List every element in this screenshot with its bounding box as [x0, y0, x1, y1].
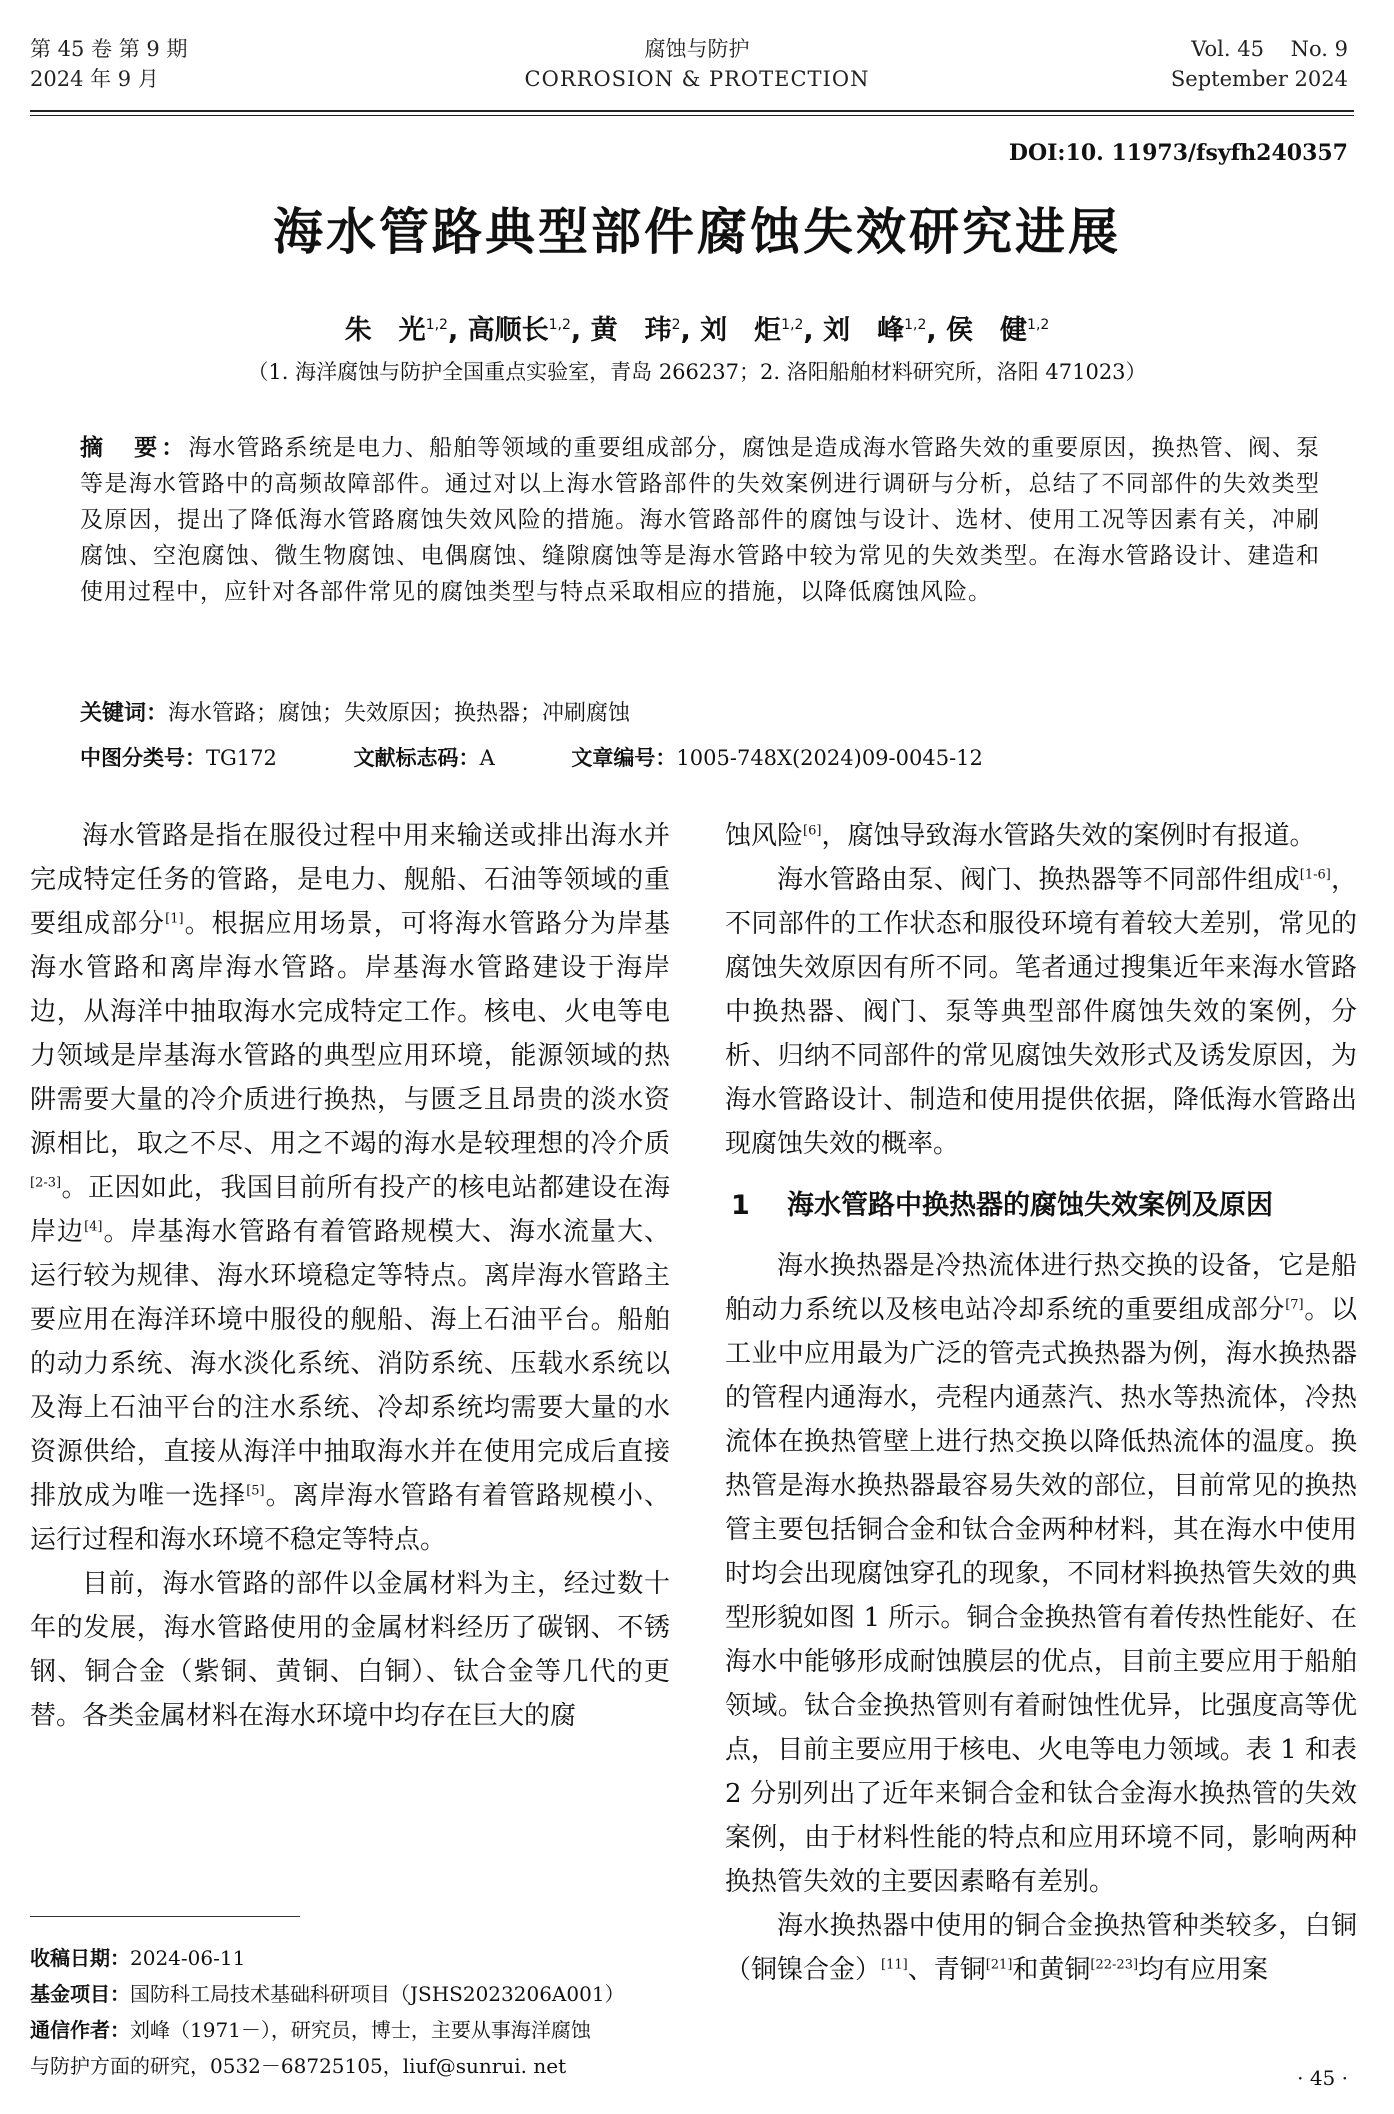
corresponding-author: 通信作者：刘峰（1971－），研究员，博士，主要从事海洋腐蚀: [30, 2018, 591, 2042]
citation-ref[interactable]: [1]: [165, 911, 184, 927]
author-name: 刘 峰: [823, 315, 905, 346]
journal-name-en: CORROSION & PROTECTION: [524, 67, 870, 91]
body-paragraph: 海水换热器中使用的铜合金换热管种类较多，白铜（铜镍合金）[11]、青铜[21]和黄铜[22-23]均有应用案: [725, 1911, 1357, 1985]
volume-issue-en: Vol. 45 No. 9: [1191, 37, 1348, 61]
abstract-text: 海水管路系统是电力、船舶等领域的重要组成部分，腐蚀是造成海水管路失效的重要原因，换热管、阀、泵等是海水管路中的高频故障部件。通过对以上海水管路部件的失效案例进行调研与分析，总结了不同部件的失效类型及原因，提出了降低海水管路腐蚀失效风险的措施。海水管路部件的腐蚀与设计、选材、使用工况等因素有关，冲刷腐蚀、空泡腐蚀、微生物腐蚀、电偶腐蚀、缝隙腐蚀等是海水管路中较为常见的失效类型。在海水管路设计、建造和使用过程中，应针对各部件常见的腐蚀类型与特点采取相应的措施，以降低腐蚀风险。: [80, 435, 1321, 605]
abstract-label: 摘 要：: [80, 435, 189, 461]
page-number: · 45 ·: [1297, 2066, 1348, 2090]
running-header-right: [1171, 34, 1348, 94]
document-code: A: [479, 746, 495, 770]
received-date: 收稿日期：2024-06-11: [30, 1946, 246, 1970]
author-list: 朱 光$^{1,2}$, 高顺长$^{1,2}$, 黄 玮$^2$, 刘 炬$^{1,2}$, 刘 峰$^{1,2}$, 侯 健$^{1,2}$: [344, 315, 1050, 346]
keywords-label: 关键词：: [80, 701, 169, 726]
citation-ref[interactable]: [1-6]: [1299, 867, 1331, 883]
body-column-right: [725, 814, 1357, 1992]
section-title: 海水管路中换热器的腐蚀失效案例及原因: [787, 1190, 1273, 1221]
volume-issue-cn: 第 45 卷 第 9 期: [30, 37, 188, 61]
author-affiliation-mark: 1,2: [904, 317, 927, 333]
clc-label: 中图分类号：: [80, 746, 206, 770]
keywords-text: 海水管路；腐蚀；失效原因；换热器；冲刷腐蚀: [168, 701, 631, 726]
citation-ref[interactable]: [7]: [1285, 1297, 1304, 1313]
section-number: 1: [731, 1190, 750, 1221]
clc-number: TG172: [206, 746, 277, 770]
citation-ref[interactable]: [2-3]: [30, 1175, 62, 1191]
citation-ref[interactable]: [21]: [985, 1957, 1013, 1973]
author-affiliation-mark: 1,2: [425, 317, 448, 333]
date-cn: 2024 年 9 月: [30, 67, 159, 91]
section-heading: [725, 1184, 1357, 1228]
citation-ref[interactable]: [5]: [246, 1483, 265, 1499]
author-name: 高顺长: [467, 315, 549, 346]
corresponding-author-contact: 与防护方面的研究，0532－68725105，liuf@sunrui. net: [30, 2054, 567, 2078]
citation-ref[interactable]: [11]: [881, 1957, 908, 1973]
body-paragraph: 海水换热器是冷热流体进行热交换的设备，它是船舶动力系统以及核电站冷却系统的重要组成部分[7]。以工业中应用最为广泛的管壳式换热器为例，海水换热器的管程内通海水，壳程内通蒸汽、热水等热流体，冷热流体在换热管壁上进行热交换以降低热流体的温度。换热管是海水换热器最容易失效的部位，目前常见的换热管主要包括铜合金和钛合金两种材料，其在海水中使用时均会出现腐蚀穿孔的现象，不同材料换热管失效的典型形貌如图 1 所示。铜合金换热管有着传热性能好、在海水中能够形成耐蚀膜层的优点，目前主要应用于船舶领域。钛合金换热管则有着耐蚀性优异，比强度高等优点，目前主要应用于核电、火电等电力领域。表 1 和表 2 分别列出了近年来铜合金和钛合金海水换热管的失效案例，由于材料性能的特点和应用环境不同，影响两种换热管失效的主要因素略有差别。: [725, 1251, 1357, 1897]
affiliations: （1. 海洋腐蚀与防护全国重点实验室，青岛 266237；2. 洛阳船舶材料研究所，洛阳 471023）: [247, 360, 1147, 384]
author-affiliation-mark: 1,2: [548, 317, 571, 333]
abstract: [80, 430, 1320, 610]
author-name: 朱 光: [344, 315, 426, 346]
author-name: 黄 玮: [590, 315, 672, 346]
citation-ref[interactable]: [4]: [84, 1219, 103, 1235]
body-paragraph-continued: 蚀风险[6]，腐蚀导致海水管路失效的案例时有报道。: [725, 821, 1316, 851]
author-name: 刘 炬: [700, 315, 782, 346]
keywords: [80, 696, 630, 727]
body-paragraph: 海水管路由泵、阀门、换热器等不同部件组成[1-6]，不同部件的工作状态和服役环境有着较大差别，常见的腐蚀失效原因有所不同。笔者通过搜集近年来海水管路中换热器、阀门、泵等典型部件腐蚀失效的案例，分析、归纳不同部件的常见腐蚀失效形式及诱发原因，为海水管路设计、制造和使用提供依据，降低海水管路出现腐蚀失效的概率。: [725, 865, 1357, 1159]
doi[interactable]: DOI:10. 11973/fsyfh240357: [1008, 140, 1348, 166]
document-code-label: 文献标志码：: [353, 746, 480, 770]
footnotes: [30, 1940, 670, 2084]
citation-ref[interactable]: [6]: [803, 823, 822, 839]
body-column-left: [30, 814, 670, 1738]
citation-ref[interactable]: [22-23]: [1090, 1957, 1139, 1973]
article-number-label: 文章编号：: [571, 746, 677, 770]
author-affiliation-mark: 1,2: [1027, 317, 1050, 333]
paper-title: 海水管路典型部件腐蚀失效研究进展: [273, 203, 1121, 261]
body-paragraph: 海水管路是指在服役过程中用来输送或排出海水并完成特定任务的管路，是电力、舰船、石油等领域的重要组成部分[1]。根据应用场景，可将海水管路分为岸基海水管路和离岸海水管路。岸基海水管路建设于海岸边，从海洋中抽取海水完成特定工作。核电、火电等电力领域是岸基海水管路的典型应用环境，能源领域的热阱需要大量的冷介质进行换热，与匮乏且昂贵的淡水资源相比，取之不尽、用之不竭的海水是较理想的冷介质[2-3]。正因如此，我国目前所有投产的核电站都建设在海岸边[4]。岸基海水管路有着管路规模大、海水流量大、运行较为规律、海水环境稳定等特点。离岸海水管路主要应用在海洋环境中服役的舰船、海上石油平台。船舶的动力系统、海水淡化系统、消防系统、压载水系统以及海上石油平台的注水系统、冷却系统均需要大量的水资源供给，直接从海洋中抽取海水并在使用完成后直接排放成为唯一选择[5]。离岸海水管路有着管路规模小、运行过程和海水环境不稳定等特点。: [30, 821, 670, 1555]
header-rule: [30, 110, 1354, 112]
date-en: September 2024: [1170, 67, 1348, 91]
classification-line: [80, 742, 1320, 772]
journal-name-cn: 腐蚀与防护: [644, 37, 750, 61]
body-paragraph: 目前，海水管路的部件以金属材料为主，经过数十年的发展，海水管路使用的金属材料经历了碳钢、不锈钢、铜合金（紫铜、黄铜、白铜）、钛合金等几代的更替。各类金属材料在海水环境中均存在巨大的腐: [30, 1569, 670, 1731]
footnote-rule: [30, 1916, 300, 1917]
author-name: 侯 健: [946, 315, 1028, 346]
header-rule-thin: [30, 115, 1354, 116]
article-number: 1005-748X(2024)09-0045-12: [676, 746, 983, 770]
fund-project: 基金项目：国防科工局技术基础科研项目（JSHS2023206A001）: [30, 1982, 625, 2006]
author-affiliation-mark: 1,2: [781, 317, 804, 333]
author-affiliation-mark: 2: [671, 317, 681, 333]
